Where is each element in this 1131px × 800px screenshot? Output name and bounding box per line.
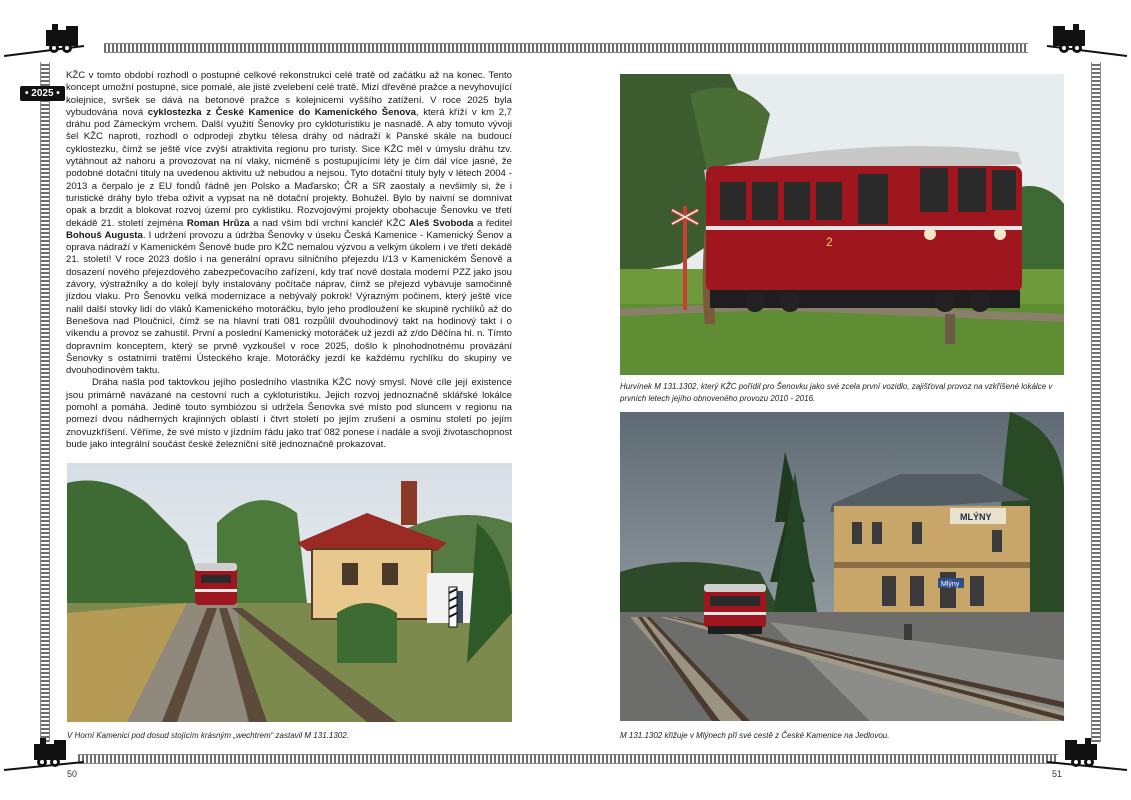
year-badge: • 2025 • [20,86,65,101]
article-paragraph-1 [66,70,512,377]
railcar-number-plate: 2 [826,235,833,249]
top-rail-border [104,43,1028,53]
text-run: a nad vším bdí vrchní kancléř KŽC [249,217,410,229]
left-rail-border [40,62,50,742]
station-sign-mlyny: MLÝNY [960,512,992,522]
photo-railcar-closeup [620,74,1064,375]
caption-station-mlyny: M 131.1302 křižuje v Mlýnech při své cestě z České Kamenice na Jedlovou. [620,731,890,740]
text-run: . I udržení provozu a údržba Šenovky v úseku Česká Kamenice - Kamenický Šenov a oprava nádraží v Kamenickém Šenově bude pro KŽC nemalou výzvou a velkým úkolem i ve třetí dekádě 21. století! V roce 2023 došlo i na generální opravu silničního přejezdu I/13 v Kamenickém Šenově a dosazení nového přejezdového zabezpečovacího zařízení, kdy trať nově dostala moderní PZZ jako jsou závory, výstražníky a do kolejí byly instalovány počítače náprav, čímž se přejezd vybavuje samočinně jízdou vlaku. Pro Šenovku velká modernizace a nebývalý pokrok! Výrazným počinem, který ještě více nalil další stovky lidí do vláků Kamenického motoráčku, bylo jeho prodloužení ke skupině rychlíků až do Benešova nad Ploučnicí, čímž se na hlavní trati 081 rozpůlil dvouhodinový takt na hodinový takt i o víkendu a provoz se zahustil. První a poslední Kamenický motoráček už jezdí až z/do Děčína hl. n. Tímto dopravním konceptem, který se prvně vyzkoušel v roce 2025, došlo k plnohodnotnému provázání Šenovky s ostatními tratěmi Ústeckého kraje. Motoráčky jezdí ke každému rychlíku do skupiny ve dvouhodinovém taktu. [66,229,512,377]
page-number-right: 51 [1052,769,1063,779]
right-rail-border [1091,62,1101,742]
bottom-rail-border [78,754,1058,764]
text-run: a ředitel [473,217,512,229]
locomotive-ornament-top-left-icon [4,20,84,60]
locomotive-ornament-top-right-icon [1047,20,1127,60]
bold-name-run: Bohouš Augusta [66,229,143,241]
bold-name-run: Aleš Svoboda [409,217,474,229]
caption-railcar-closeup: Hurvínek M 131.1302, který KŽC pořídil pro Šenovku jako své zcela první vozidlo, zajišťoval provoz na vzkříšené lokálce v prvních letech jejího obnoveného provozu 2010 - 2016. [620,382,1053,403]
photo-horni-kamenice [67,463,512,722]
station-sign-platform: Mlýny [941,581,960,588]
caption-horni-kamenice: V Horní Kamenici pod dosud stojícím krásným „wechtrem“ zastavil M 131.1302. [67,731,349,740]
bold-name-run: cyklostezka z České Kamenice do Kamenického Šenova [147,106,416,118]
text-run: , která kříží v km 2,7 dráhu pod Zámeckým vrchem. Další využití Šenovky pro cykloturistiku je nasnadě. A aby tomuto vývoji šel KŽC naproti, rozhodl o odprodeji zbytku tělesa dráhy od nádraží k Panské skále na budoucí cyklostezku, čímž se ještě více zvýší atraktivita regionu pro turisty. Sice KŽC měl v úmyslu dráhu tzv. vytáhnout až nahoru a provozovat na ní vlaky, nicméně s postupujícími léty je čím dál více jasné, že podobné dotační tituly na uvedenou aktivitu už nebudou a nejsou. Tyto dotační tituly byly v létech 2004 - 2013 a čerpalo je z EU fondů řádně jen Polsko a Maďarsko; ČR a SR zaostaly a nevšimly si, že i turistické dráhy bylo třeba oživit a vypsat na ně dotační projekty. Bohužel. Bylo by naivní se domnívat opak a brzdit a blokovat rozvoj území pro cyklistiku. Rozvojovými projekty obohacuje Šenovku ve třetí dekádě 21. století zejména [66,106,513,229]
page-number-left: 50 [67,769,78,779]
text-run: KŽC v tomto období rozhodl o postupné celkové rekonstrukci celé tratě od začátku až na konec. Tento koncept umožní postupné, sice pomalé, ale jisté zvelebení celé tratě. Mizí dřevěné pražce a nevyhovující kolejnice, svršek se dává na betonové pražce s kolejnicemi vyššího zatížení. V roce 2025 byla vybudována nová [66,70,512,118]
bold-name-run: Roman Hrůza [186,217,250,229]
photo-station-mlyny [620,412,1064,721]
article-paragraph-2: Dráha našla pod taktovkou jejího posledního vlastníka KŽC nový smysl. Nové cíle její existence jsou primárně navázané na cestovní ruch a cykloturistiku. Jejich rozvoj jednoznačně sklářské lokálce pomohl a pomáhá. Jedině touto symbiózou si udržela Šenovka své místo pod sluncem v regionu na pomezí dvou nádherných krajinných oblastí i čtvrt století po jejím zrušení a osminu století po jejím znovuzkříšení. Věříme, že své místo v jízdním řádu jako trať 082 ponese i nadále a svoji životaschopnost bude jako integrální součást české železniční sítě jednoznačně prokazovat. [66,377,512,450]
article-body [66,70,512,451]
